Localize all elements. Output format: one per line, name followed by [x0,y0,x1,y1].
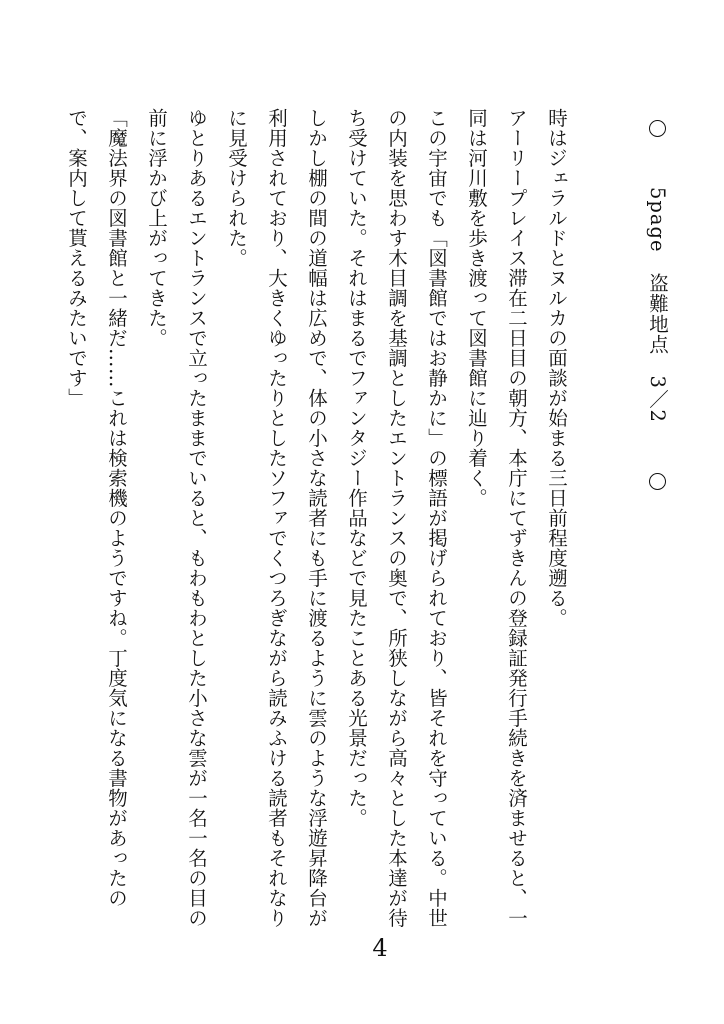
paragraph: 時はジェラルドとヌルカの面談が始まる三日前程度遡る。 [545,108,568,628]
chapter-heading [642,120,672,490]
paragraph: しかし棚の間の道幅は広めで、体の小さな読者にも手に渡るように雲のような浮遊昇降台が利用されており、大きくゆったりとしたソファでくつろぎながら読みふける読者もそれなりに見受けられた。 [225,108,328,928]
chapter-title: 5page 盗難地点 3／2 [646,187,669,423]
paragraph: アーリープレイス滞在二日目の朝方、本庁にてずきんの登録証発行手続きを済ませると、一同は河川敷を歩き渡って図書館に辿り着く。 [465,108,528,928]
paragraph: ゆとりあるエントランスで立ったままでいると、もわもわとした小さな雲が一名一名の目の前に浮かび上がってきた。 [145,108,208,928]
circle-marker-icon [649,120,666,137]
page-number: 4 [372,934,388,962]
paragraph: 「魔法界の図書館と一緒だ……これは検索機のようですね。丁度気になる書物があったので、案内して貰えるみたいです」 [65,108,128,908]
paragraph: この宇宙でも「図書館ではお静かに」の標語が掲げられており、皆それを守っている。中世の内装を思わす木目調を基調としたエントランスの奥で、所狭しながら高々とした本達が待ち受けていた。それはまるでファンタジー作品などで見たことある光景だった。 [345,108,448,928]
circle-marker-icon [649,473,666,490]
body-text [56,108,576,938]
